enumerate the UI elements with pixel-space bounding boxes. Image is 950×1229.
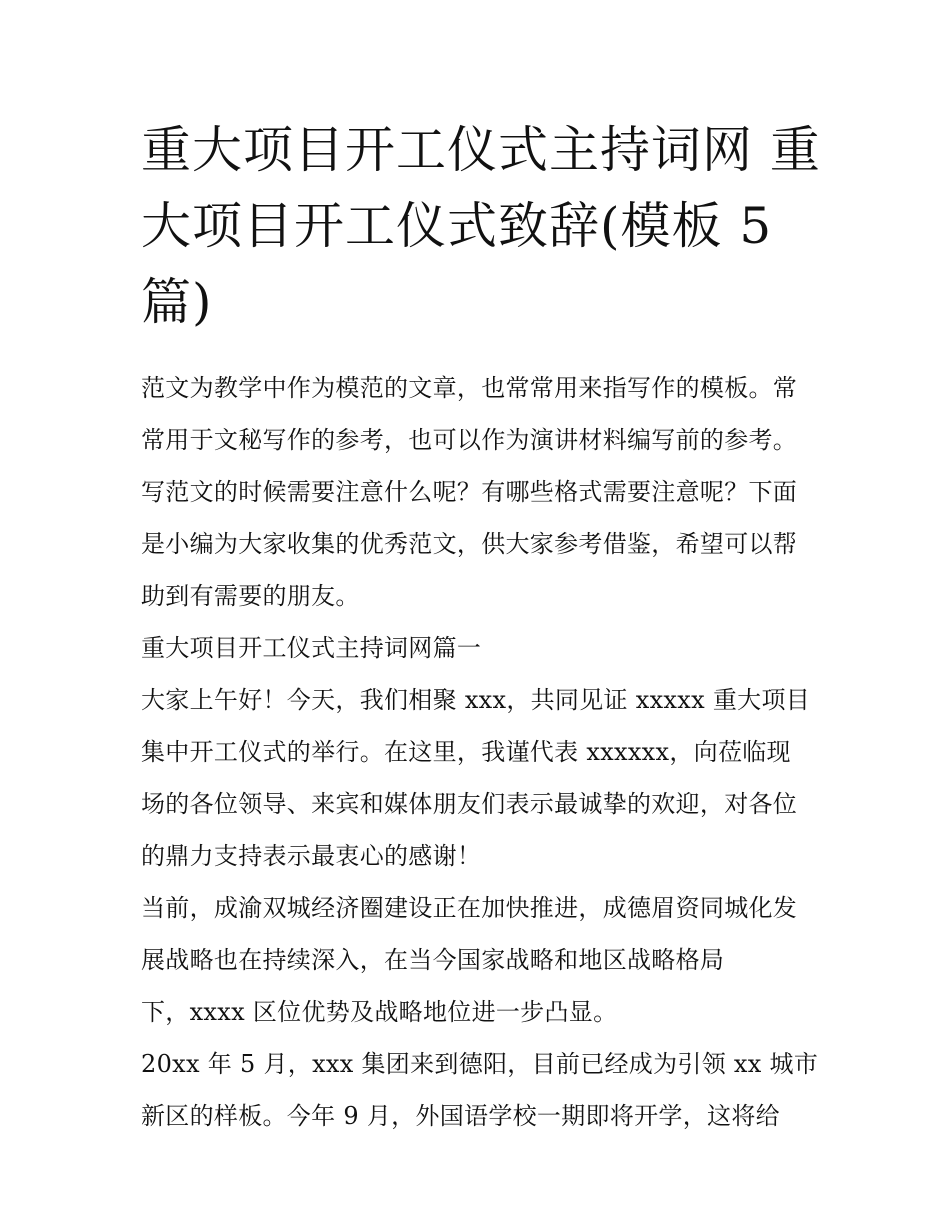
document-content [141, 112, 821, 1142]
section-heading: 重大项目开工仪式主持词网篇一 [141, 634, 482, 662]
title-line: 重大项目开工仪式主持词网 重 [141, 121, 821, 179]
body-line: 常用于文秘写作的参考，也可以作为演讲材料编写前的参考。 [141, 426, 798, 454]
body-line: 集中开工仪式的举行。在这里，我谨代表 xxxxxx，向莅临现 [141, 738, 791, 766]
title-line: 大项目开工仪式致辞(模板 5 [141, 197, 773, 255]
body-line: 大家上午好！今天，我们相聚 xxx，共同见证 xxxxx 重大项目 [141, 686, 811, 714]
body-line: 写范文的时候需要注意什么呢？有哪些格式需要注意呢？下面 [141, 478, 798, 506]
body-line: 下，xxxx 区位优势及战略地位进一步凸显。 [141, 998, 618, 1026]
body-line: 当前，成渝双城经济圈建设正在加快推进，成德眉资同城化发 [141, 894, 798, 922]
document-body [141, 362, 819, 1142]
body-line: 范文为教学中作为模范的文章，也常常用来指写作的模板。常 [141, 374, 798, 402]
body-line: 20xx 年 5 月，xxx 集团来到德阳，目前已经成为引领 xx 城市 [141, 1050, 819, 1078]
body-line: 是小编为大家收集的优秀范文，供大家参考借鉴，希望可以帮 [141, 530, 798, 558]
title-line: 篇) [141, 273, 213, 331]
body-line: 新区的样板。今年 9 月，外国语学校一期即将开学，这将给 [141, 1102, 780, 1130]
body-line: 展战略也在持续深入，在当今国家战略和地区战略格局 [141, 946, 725, 974]
body-line: 助到有需要的朋友。 [141, 582, 360, 610]
body-line: 场的各位领导、来宾和媒体朋友们表示最诚挚的欢迎，对各位 [141, 790, 798, 818]
document-title [141, 112, 821, 340]
body-line: 的鼎力支持表示最衷心的感谢！ [141, 842, 482, 870]
